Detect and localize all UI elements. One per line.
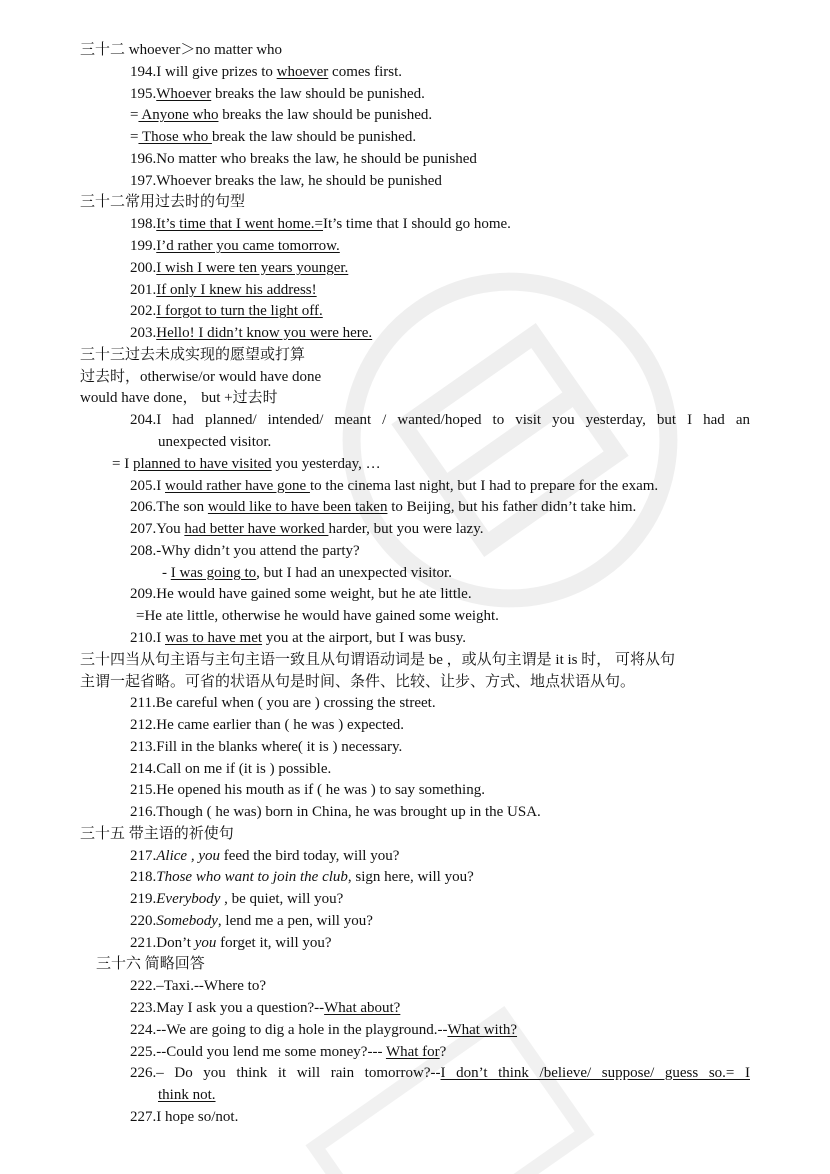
text-segment: , be quiet, will you? (220, 891, 344, 907)
underlined-text: If only I knew his address! (156, 282, 317, 298)
text-segment: 223.May I ask you a question?-- (130, 1000, 325, 1016)
text-segment: 三十二 whoever＞no matter who (80, 42, 283, 58)
text-segment: 226.– Do you think it will rain tomorrow?-- (130, 1065, 441, 1081)
text-segment: It’s time that I should go home. (323, 216, 511, 232)
text-segment: to the cinema last night, but I had to prepare for the exam. (309, 478, 659, 494)
example-212 (130, 715, 404, 735)
underlined-text: Those who (138, 129, 212, 145)
example-202 (130, 301, 323, 321)
text-segment: 211.Be careful when ( you are ) crossing the street. (130, 695, 436, 711)
example-226-cont (158, 1085, 216, 1105)
underlined-text: Whoever (156, 86, 212, 102)
underlined-text: had better have worked (184, 521, 329, 537)
example-204-cont (158, 432, 271, 452)
text-segment: 三十六 简略回答 (96, 956, 205, 972)
underlined-text: whoever (276, 64, 329, 80)
example-213 (130, 737, 402, 757)
example-198 (130, 214, 511, 234)
text-segment: 213.Fill in the blanks where( it is ) necessary. (130, 739, 403, 755)
text-segment: 218. (130, 869, 157, 885)
example-195-alt2 (130, 127, 416, 147)
italic-text: Everybody (156, 891, 221, 907)
example-223 (130, 998, 400, 1018)
underlined-text: It’s time that I went home.= (156, 216, 324, 232)
text-segment: 209.He would have gained some weight, but he ate little. (130, 586, 472, 602)
italic-text: Alice , you (156, 848, 220, 864)
example-207 (130, 519, 483, 539)
example-196 (130, 149, 477, 169)
underlined-text: I don’t think /believe/ suppose/ guess so.= I (440, 1065, 750, 1081)
text-segment: = (130, 107, 139, 123)
text-segment: would have done， but +过去时 (80, 390, 278, 406)
text-segment: forget it, will you? (216, 935, 332, 951)
example-205 (130, 476, 658, 496)
pattern-line-1 (80, 367, 321, 387)
text-segment: 194.I will give prizes to (130, 64, 277, 80)
text-segment: 198. (130, 216, 157, 232)
example-222 (130, 976, 266, 996)
text-segment: 221.Don’t (130, 935, 195, 951)
example-216 (130, 802, 541, 822)
example-227 (130, 1107, 238, 1127)
example-210 (130, 628, 466, 648)
text-segment: 三十五 带主语的祈使句 (80, 826, 234, 842)
text-segment: 三十四当从句主语与主句主语一致且从句谓语动词是 be ，或从句主谓是 it is 时， 可将从句 (80, 652, 676, 668)
text-segment: 203. (130, 325, 157, 341)
text-segment: 219. (130, 891, 157, 907)
underlined-text: would rather have gone (165, 478, 310, 494)
example-208-answer (162, 563, 452, 583)
text-segment: breaks the law should be punished. (211, 86, 425, 102)
text-segment: 主谓一起省略。可省的状语从句是时间、条件、比较、让步、方式、地点状语从句。 (80, 674, 636, 690)
italic-text: you (194, 935, 217, 951)
italic-text: Somebody (156, 913, 218, 929)
example-215 (130, 780, 485, 800)
text-segment: ? (439, 1044, 447, 1060)
example-225 (130, 1042, 446, 1062)
example-195-alt1 (130, 105, 432, 125)
example-220 (130, 911, 373, 931)
example-211 (130, 693, 436, 713)
section-heading-34-cont (80, 672, 635, 692)
text-segment: 207.You (130, 521, 185, 537)
example-199 (130, 236, 340, 256)
text-segment: 210.I (130, 630, 165, 646)
example-195 (130, 84, 425, 104)
example-217 (130, 846, 399, 866)
underlined-text: I wish I were ten years younger. (156, 260, 349, 276)
section-heading-36 (96, 954, 205, 974)
example-203 (130, 323, 372, 343)
underlined-text: Hello! I didn’t know you were here. (156, 325, 373, 341)
example-208 (130, 541, 360, 561)
text-segment: , but I had an unexpected visitor. (256, 565, 452, 581)
italic-text: Those who want to join the club (156, 869, 348, 885)
example-209 (130, 584, 472, 604)
text-segment: comes first. (328, 64, 403, 80)
text-segment: 三十二常用过去时的句型 (80, 194, 246, 210)
text-segment: 三十三过去未成实现的愿望或打算 (80, 347, 306, 363)
text-segment: 227.I hope so/not. (130, 1109, 239, 1125)
text-segment: 204.I had planned/ intended/ meant / wanted/hoped to visit you yesterday, but I had an (130, 412, 750, 428)
text-segment: 197.Whoever breaks the law, he should be punished (130, 173, 442, 189)
text-segment: breaks the law should be punished. (218, 107, 433, 123)
example-224 (130, 1020, 517, 1040)
example-226 (130, 1063, 750, 1083)
underlined-text: I was going to (170, 565, 257, 581)
underlined-text: I forgot to turn the light off. (156, 303, 323, 319)
text-segment: - (162, 565, 171, 581)
example-204-alt (112, 454, 381, 474)
text-segment: 199. (130, 238, 157, 254)
text-segment: you yesterday, … (271, 456, 381, 472)
example-194 (130, 62, 402, 82)
underlined-text: Anyone who (138, 107, 219, 123)
example-219 (130, 889, 343, 909)
example-221 (130, 933, 332, 953)
section-heading-32b (80, 192, 245, 212)
text-segment: 201. (130, 282, 157, 298)
text-segment: 205.I (130, 478, 165, 494)
text-segment: harder, but you were lazy. (328, 521, 484, 537)
underlined-text: What about? (324, 1000, 401, 1016)
text-segment: =He ate little, otherwise he would have gained some weight. (136, 608, 499, 624)
underlined-text: What for (385, 1044, 440, 1060)
text-segment: 196.No matter who breaks the law, he should be punished (130, 151, 477, 167)
text-segment: 202. (130, 303, 157, 319)
text-segment: 200. (130, 260, 157, 276)
text-segment: 216.Though ( he was) born in China, he was brought up in the USA. (130, 804, 541, 820)
underlined-text: would like to have been taken (207, 499, 388, 515)
text-segment: = (130, 129, 139, 145)
underlined-text: I’d rather you came tomorrow. (156, 238, 340, 254)
pattern-line-2 (80, 388, 278, 408)
example-201 (130, 280, 317, 300)
text-segment: 217. (130, 848, 157, 864)
text-segment: 224.--We are going to dig a hole in the playground.-- (130, 1022, 448, 1038)
example-197 (130, 171, 442, 191)
text-segment: = I (112, 456, 133, 472)
section-heading-34 (80, 650, 675, 670)
example-206 (130, 497, 636, 517)
text-segment: 220. (130, 913, 157, 929)
underlined-text: think not. (158, 1087, 216, 1103)
example-204 (130, 410, 750, 430)
text-segment: 212.He came earlier than ( he was ) expected. (130, 717, 405, 733)
section-heading-33 (80, 345, 305, 365)
text-segment: feed the bird today, will you? (219, 848, 400, 864)
example-209-alt (136, 606, 499, 626)
text-segment: , sign here, will you? (347, 869, 474, 885)
section-heading-32 (80, 40, 282, 60)
text-segment: 214.Call on me if (it is ) possible. (130, 761, 332, 777)
example-218 (130, 867, 474, 887)
text-segment: 206.The son (130, 499, 208, 515)
text-segment: break the law should be punished. (211, 129, 417, 145)
text-segment: 222.–Taxi.--Where to? (130, 978, 266, 994)
underlined-text: was to have met (165, 630, 263, 646)
text-segment: , lend me a pen, will you? (217, 913, 373, 929)
underlined-text: planned to have visited (132, 456, 272, 472)
example-200 (130, 258, 348, 278)
underlined-text: What with? (447, 1022, 518, 1038)
text-segment: to Beijing, but his father didn’t take him. (387, 499, 637, 515)
example-214 (130, 759, 331, 779)
text-segment: 过去时，otherwise/or would have done (80, 369, 322, 385)
text-segment: 225.--Could you lend me some money?--- (130, 1044, 386, 1060)
text-segment: unexpected visitor. (158, 434, 272, 450)
section-heading-35 (80, 824, 234, 844)
text-segment: you at the airport, but I was busy. (262, 630, 467, 646)
text-segment: 215.He opened his mouth as if ( he was ) to say something. (130, 782, 485, 798)
text-segment: 195. (130, 86, 157, 102)
text-segment: 208.-Why didn’t you attend the party? (130, 543, 360, 559)
